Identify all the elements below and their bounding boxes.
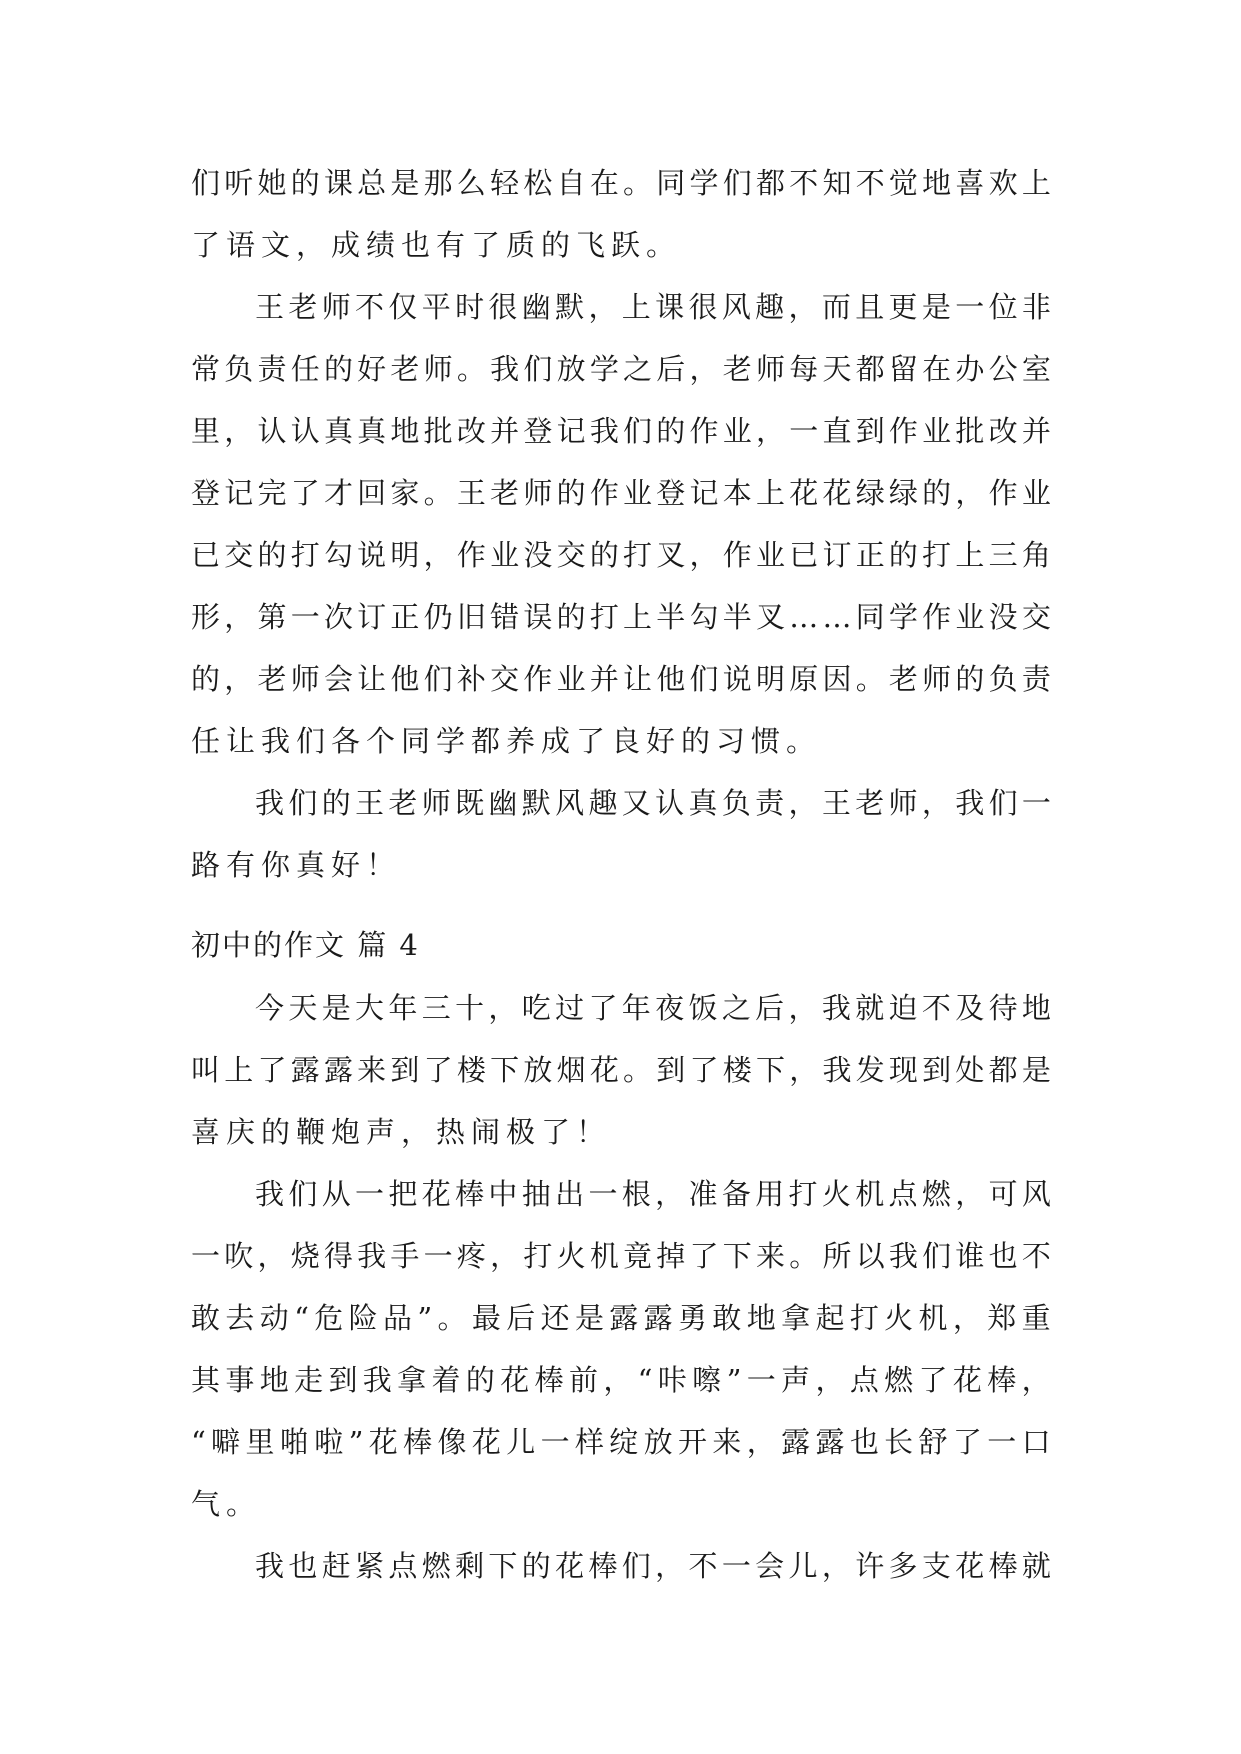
paragraph-start-line: 王 老 师 不 仅 平 时 很 幽 默 ， 上 课 很 风 趣 ， 而 且 更 是 一 位 非 — [255, 290, 1051, 324]
paragraph-start-line: 我 也 赶 紧 点 燃 剩 下 的 花 棒 们 ， 不 一 会 儿 ， 许 多 支 花 棒 就 — [255, 1549, 1051, 1583]
paragraph-start-line: 我 们 从 一 把 花 棒 中 抽 出 一 根 ， 准 备 用 打 火 机 点 燃 ， 可 风 — [255, 1177, 1051, 1211]
essay-4-heading: 初中的作文 篇 4 — [191, 928, 420, 962]
text-line: 的 ， 老 师 会 让 他 们 补 交 作 业 并 让 他 们 说 明 原 因 。 老 师 的 负 责 — [191, 662, 1051, 696]
text-line: 登 记 完 了 才 回 家 。 王 老 师 的 作 业 登 记 本 上 花 花 绿 绿 的 ， 作 业 — [191, 476, 1051, 510]
paragraph-start-line: 今 天 是 大 年 三 十 ， 吃 过 了 年 夜 饭 之 后 ， 我 就 迫 不 及 待 地 — [255, 991, 1051, 1025]
essay-4-body — [191, 977, 1051, 1597]
text-line: 气。 — [191, 1487, 262, 1521]
text-line: 里 ， 认 认 真 真 地 批 改 并 登 记 我 们 的 作 业 ， 一 直 到 作 业 批 改 并 — [191, 414, 1051, 448]
text-line: 敢 去 动 “ 危 险 品 ” 。 最 后 还 是 露 露 勇 敢 地 拿 起 打 火 机 ， 郑 重 — [191, 1301, 1051, 1335]
text-line: 们 听 她 的 课 总 是 那 么 轻 松 自 在 。 同 学 们 都 不 知 不 觉 地 喜 欢 上 — [191, 166, 1051, 200]
text-line: 形 ， 第 一 次 订 正 仍 旧 错 误 的 打 上 半 勾 半 叉 … … 同 学 作 业 没 交 — [191, 600, 1051, 634]
text-line: 已 交 的 打 勾 说 明 ， 作 业 没 交 的 打 叉 ， 作 业 已 订 正 的 打 上 三 角 — [191, 538, 1051, 572]
text-line: 喜庆的鞭炮声，热闹极了！ — [191, 1115, 612, 1149]
text-line: 其 事 地 走 到 我 拿 着 的 花 棒 前 ， “ 咔 嚓 ” 一 声 ， 点 燃 了 花 棒 ， — [191, 1363, 1051, 1397]
text-line: 任让我们各个同学都养成了良好的习惯。 — [191, 724, 822, 758]
text-line: 了语文，成绩也有了质的飞跃。 — [191, 228, 682, 262]
text-line: 叫 上 了 露 露 来 到 了 楼 下 放 烟 花 。 到 了 楼 下 ， 我 发 现 到 处 都 是 — [191, 1053, 1051, 1087]
text-line: 一 吹 ， 烧 得 我 手 一 疼 ， 打 火 机 竟 掉 了 下 来 。 所 以 我 们 谁 也 不 — [191, 1239, 1051, 1273]
text-line: 常 负 责 任 的 好 老 师 。 我 们 放 学 之 后 ， 老 师 每 天 都 留 在 办 公 室 — [191, 352, 1051, 386]
text-line: 路有你真好！ — [191, 848, 402, 882]
paragraph-start-line: 我 们 的 王 老 师 既 幽 默 风 趣 又 认 真 负 责 ， 王 老 师 ， 我 们 一 — [255, 786, 1051, 820]
essay-3-tail — [191, 152, 1051, 896]
text-line: “ 噼 里 啪 啦 ” 花 棒 像 花 儿 一 样 绽 放 开 来 ， 露 露 也 长 舒 了 一 口 — [191, 1425, 1051, 1459]
